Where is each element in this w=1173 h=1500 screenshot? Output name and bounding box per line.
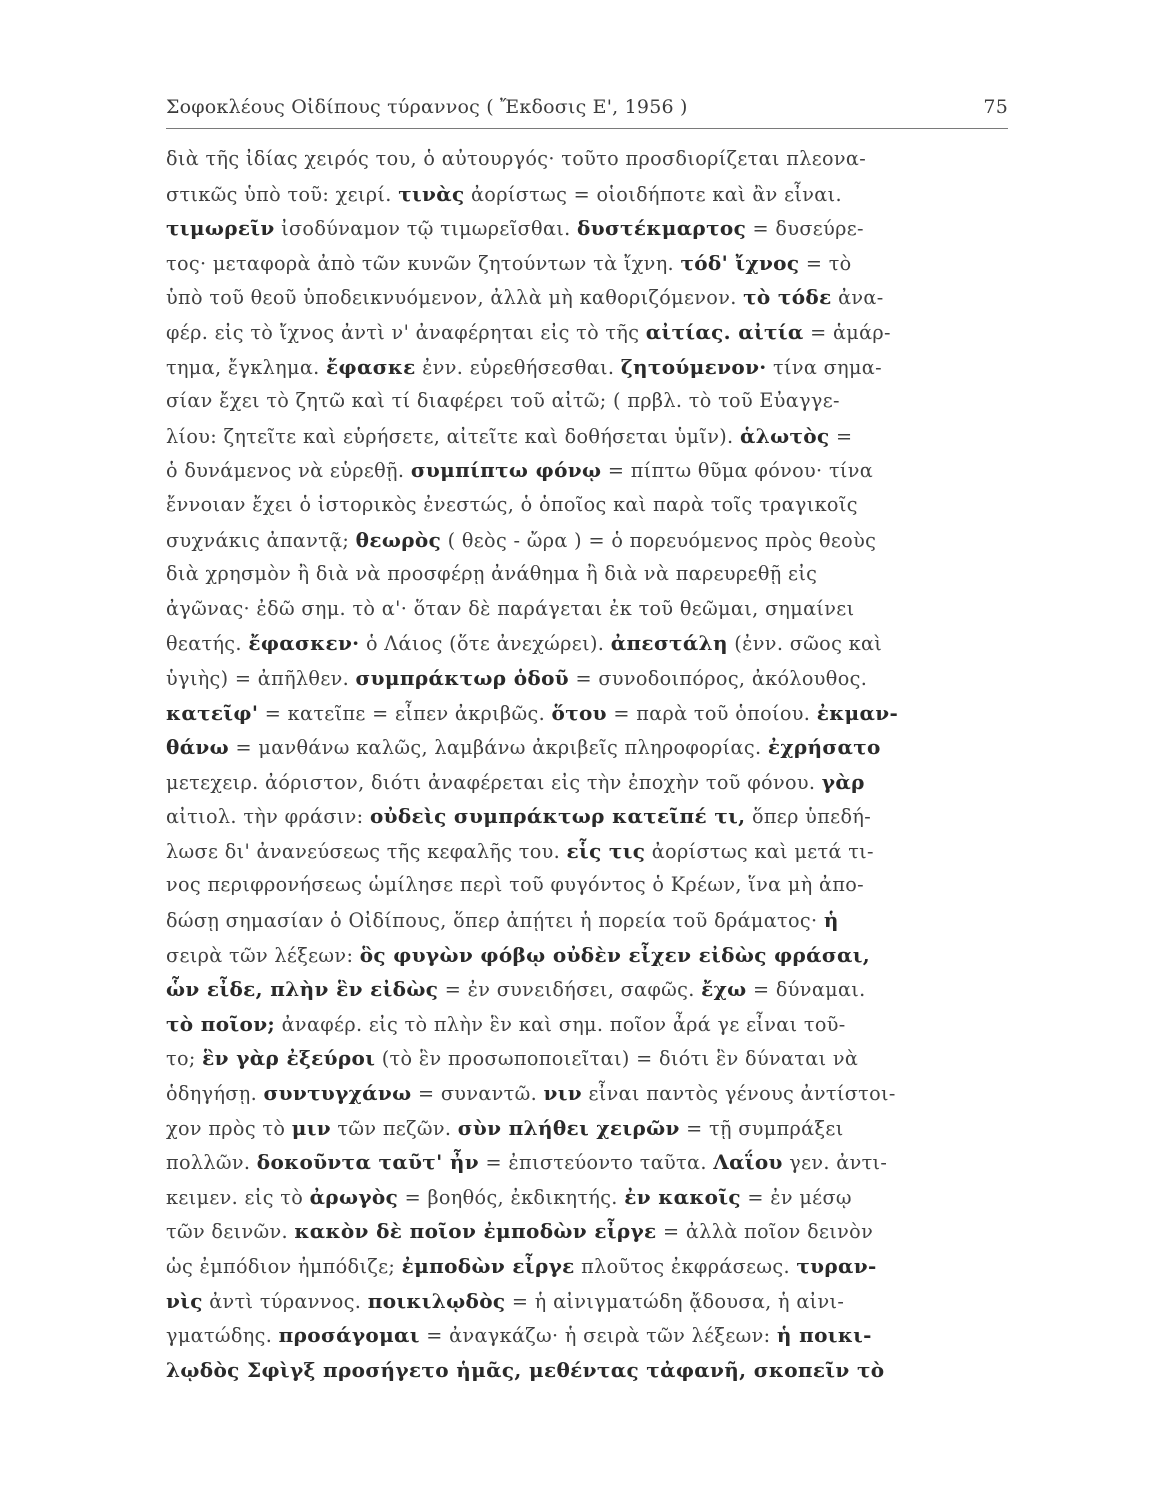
- lemma-term: ποικιλῳδὸς: [367, 1288, 506, 1313]
- gloss-text: πλοῦτος ἐκφράσεως.: [574, 1255, 797, 1278]
- text-line: [166, 661, 1008, 696]
- text-line: [166, 523, 1008, 558]
- gloss-text: = μανθάνω καλῶς, λαμβάνω ἀκριβεῖς πληροφορίας.: [229, 736, 768, 760]
- text-line: [166, 557, 1008, 592]
- gloss-text: τῶν δεινῶν.: [166, 1220, 295, 1244]
- gloss-text: = ἐν μέσῳ: [740, 1185, 852, 1209]
- gloss-text: = ἀναγκάζω· ἡ σειρὰ τῶν λέξεων:: [419, 1324, 777, 1348]
- gloss-text: = ἀλλὰ ποῖον δεινὸν: [656, 1220, 874, 1244]
- gloss-text: (τὸ ἓν προσωποποιεῖται) = διότι ἓν δύναται νὰ: [375, 1047, 859, 1071]
- text-line: [166, 903, 1008, 938]
- gloss-text: σίαν ἔχει τὸ ζητῶ καὶ τί διαφέρει τοῦ αἰτῶ; ( πρβλ. τὸ τοῦ Εὐαγγε-: [166, 389, 840, 413]
- gloss-text: ( θεὸς - ὤρα ) = ὁ πορευόμενος πρὸς θεοὺς: [441, 528, 877, 552]
- text-line: [166, 592, 1008, 627]
- lemma-term: κατεῖφ': [166, 700, 259, 725]
- text-line: [166, 315, 1008, 350]
- gloss-text: τίνα σημα-: [766, 355, 882, 379]
- text-line: [166, 1214, 1008, 1249]
- text-line: [166, 1007, 1008, 1042]
- gloss-text: ὅπερ ὑπεδή-: [745, 805, 872, 829]
- lemma-term: δυστέκμαρτος: [577, 216, 747, 241]
- lemma-term: ἐκμαν-: [816, 700, 899, 725]
- gloss-text: = κατεῖπε = εἶπεν ἀκριβῶς.: [258, 701, 552, 725]
- gloss-text: = ἡ αἰνιγματώδη ᾄδουσα, ἡ αἰνι-: [505, 1289, 845, 1313]
- gloss-text: = ἁμάρ-: [803, 320, 891, 344]
- lemma-term: τυραν-: [796, 1254, 877, 1278]
- gloss-text: τημα, ἔγκλημα.: [166, 355, 327, 379]
- text-line: [166, 1180, 1008, 1215]
- text-line: [166, 938, 1008, 973]
- text-line: [166, 246, 1008, 281]
- text-line: [166, 211, 1008, 246]
- gloss-text: τος· μεταφορὰ ἀπὸ τῶν κυνῶν ζητούντων τὰ ἴχνη.: [166, 251, 681, 275]
- commentary-body: [166, 142, 1008, 1387]
- gloss-text: ἀγῶνας· ἐδῶ σημ. τὸ α'· ὅταν δὲ παράγεται ἐκ τοῦ θεῶμαι, σημαίνει: [166, 596, 855, 620]
- lemma-term: γὰρ: [821, 769, 865, 794]
- gloss-text: στικῶς ὑπὸ τοῦ: χειρί.: [166, 182, 399, 206]
- text-line: [166, 453, 1008, 488]
- lemma-term: νιν: [543, 1081, 582, 1106]
- gloss-text: εἶναι παντὸς γένους ἀντίστοι-: [582, 1082, 896, 1106]
- lemma-term: συμπράκτωρ ὁδοῦ: [355, 665, 570, 690]
- lemma-term: ἡ: [823, 908, 839, 933]
- text-line: [166, 177, 1008, 212]
- lemma-term: ὧν εἶδε, πλὴν ἓν εἰδὼς: [166, 977, 439, 1002]
- gloss-text: θεατής.: [166, 632, 249, 656]
- lemma-term: συμπίπτω φόνῳ: [410, 458, 602, 483]
- gloss-text: κειμεν. εἰς τὸ: [166, 1185, 310, 1209]
- text-line: [166, 1249, 1008, 1284]
- text-line: [166, 280, 1008, 315]
- text-line: [166, 868, 1008, 903]
- lemma-term: σὺν πλήθει χειρῶν: [457, 1115, 680, 1140]
- text-line: [166, 142, 1008, 177]
- lemma-term: ἐχρήσατο: [767, 735, 881, 760]
- header-title: Σοφοκλέους Οἰδίπους τύραννος ( Ἔκδοσις Ε', 1956 ): [166, 96, 688, 118]
- gloss-text: μετεχειρ. ἀόριστον, διότι ἀναφέρεται εἰς τὴν ἐποχὴν τοῦ φόνου.: [166, 770, 822, 794]
- gloss-text: ὁ δυνάμενος νὰ εὑρεθῇ.: [166, 459, 411, 483]
- text-line: [166, 765, 1008, 800]
- text-line: [166, 384, 1008, 419]
- gloss-text: συχνάκις ἀπαντᾷ;: [166, 528, 356, 552]
- page-number: 75: [983, 96, 1008, 118]
- text-line: [166, 696, 1008, 731]
- text-line: [166, 419, 1008, 454]
- text-line: [166, 488, 1008, 523]
- gloss-text: ἰσοδύναμον τῷ τιμωρεῖσθαι.: [274, 217, 578, 241]
- gloss-text: ἀορίστως καὶ μετά τι-: [645, 839, 874, 863]
- gloss-text: = δυσεύρε-: [746, 217, 864, 241]
- text-line: [166, 1041, 1008, 1076]
- gloss-text: λωσε δι' ἀνανεύσεως τῆς κεφαλῆς του.: [166, 839, 567, 863]
- lemma-term: ὅτου: [551, 700, 607, 725]
- running-header: [166, 96, 1008, 118]
- lemma-term: θεωρὸς: [355, 527, 442, 552]
- gloss-text: = ἐπιστεύοντο ταῦτα.: [479, 1151, 714, 1175]
- lemma-term: συντυγχάνω: [263, 1081, 412, 1106]
- gloss-text: χον πρὸς τὸ: [166, 1116, 292, 1140]
- lemma-term: λῳδὸς Σφὶγξ προσήγετο ἡμᾶς, μεθέντας τἀφανῆ, σκοπεῖν τὸ: [166, 1357, 885, 1382]
- gloss-text: φέρ. εἰς τὸ ἴχνος ἀντὶ ν' ἀναφέρηται εἰς τὸ τῆς: [166, 320, 646, 344]
- text-line: [166, 730, 1008, 765]
- gloss-text: ἀντὶ τύραννος.: [202, 1289, 368, 1313]
- gloss-text: αἰτιολ. τὴν φράσιν:: [166, 805, 370, 829]
- gloss-text: ὑπὸ τοῦ θεοῦ ὑποδεικνυόμενον, ἀλλὰ μὴ καθοριζόμενον.: [166, 286, 744, 310]
- lemma-term: οὐδεὶς συμπράκτωρ κατεῖπέ τι,: [369, 804, 746, 829]
- lemma-term: ἐμποδὼν εἶργε: [401, 1254, 575, 1278]
- text-line: [166, 1284, 1008, 1319]
- lemma-term: αἰτίας. αἰτία: [645, 319, 804, 344]
- lemma-term: ζητούμενον·: [620, 354, 767, 379]
- lemma-term: ὃς φυγὼν φόβῳ οὐδὲν εἶχεν εἰδὼς φράσαι,: [359, 942, 871, 967]
- lemma-term: νὶς: [166, 1288, 203, 1313]
- gloss-text: = ἐν συνειδήσει, σαφῶς.: [438, 978, 702, 1002]
- lemma-term: προσάγομαι: [278, 1323, 420, 1348]
- gloss-text: διὰ τῆς ἰδίας χειρός του, ὁ αὐτουργός· τοῦτο προσδιορίζεται πλεονα-: [166, 147, 867, 170]
- gloss-text: λίου: ζητεῖτε καὶ εὑρήσετε, αἰτεῖτε καὶ δοθήσεται ὑμῖν).: [166, 424, 740, 448]
- gloss-text: = παρὰ τοῦ ὁποίου.: [606, 701, 817, 725]
- gloss-text: = τὸ: [799, 251, 852, 275]
- lemma-term: ἀπεστάλη: [610, 631, 728, 656]
- lemma-term: μιν: [291, 1115, 331, 1140]
- gloss-text: ὑγιὴς) = ἀπῆλθεν.: [166, 666, 356, 690]
- text-line: [166, 1145, 1008, 1180]
- lemma-term: ἁλωτὸς: [739, 423, 830, 448]
- gloss-text: σειρὰ τῶν λέξεων:: [166, 943, 360, 967]
- text-line: [166, 834, 1008, 869]
- text-line: [166, 1111, 1008, 1146]
- lemma-term: ἀρωγὸς: [309, 1184, 399, 1209]
- gloss-text: γεν. ἀντι-: [782, 1151, 888, 1175]
- lemma-term: τὸ τόδε: [743, 285, 832, 310]
- gloss-text: ἀνα-: [831, 286, 884, 310]
- text-line: [166, 1353, 1008, 1388]
- lemma-term: ἔχω: [701, 977, 747, 1002]
- gloss-text: = συνοδοιπόρος, ἀκόλουθος.: [569, 666, 868, 690]
- lemma-term: δοκοῦντα ταῦτ' ἦν: [256, 1150, 480, 1175]
- gloss-text: = τῇ συμπράξει: [679, 1116, 844, 1140]
- lemma-term: ἔφασκεν·: [248, 631, 360, 656]
- gloss-text: = πίπτω θῦμα φόνου· τίνα: [601, 459, 874, 483]
- gloss-text: δώσῃ σημασίαν ὁ Οἰδίπους, ὅπερ ἀπῄτει ἡ πορεία τοῦ δράματος·: [166, 909, 824, 933]
- lemma-term: κακὸν δὲ ποῖον ἐμποδὼν εἶργε: [294, 1219, 657, 1244]
- lemma-term: τινὰς: [398, 181, 465, 206]
- text-line: [166, 972, 1008, 1007]
- text-line: [166, 350, 1008, 385]
- gloss-text: ἐνν. εὑρεθήσεσθαι.: [415, 355, 621, 379]
- lemma-term: ἡ ποικι-: [776, 1323, 872, 1348]
- text-line: [166, 1318, 1008, 1353]
- gloss-text: πολλῶν.: [166, 1151, 257, 1175]
- lemma-term: ἓν γὰρ ἐξεύροι: [202, 1046, 376, 1071]
- lemma-term: ἔφασκε: [326, 354, 416, 379]
- gloss-text: = συναντῶ.: [411, 1082, 544, 1106]
- lemma-term: θάνω: [166, 735, 230, 760]
- gloss-text: = δύναμαι.: [746, 978, 866, 1002]
- lemma-term: εἷς τις: [566, 838, 646, 863]
- gloss-text: το;: [166, 1047, 203, 1071]
- text-line: [166, 1076, 1008, 1111]
- gloss-text: (ἐνν. σῶος καὶ: [727, 632, 883, 656]
- gloss-text: ἔννοιαν ἔχει ὁ ἱστορικὸς ἐνεστώς, ὁ ὁποῖος καὶ παρὰ τοῖς τραγικοῖς: [166, 492, 858, 516]
- gloss-text: ἀορίστως = οἱοιδήποτε καὶ ἂν εἶναι.: [464, 182, 842, 206]
- gloss-text: ἀναφέρ. εἰς τὸ πλὴν ἓν καὶ σημ. ποῖον ἆρά γε εἶναι τοῦ-: [275, 1012, 846, 1036]
- gloss-text: νος περιφρονήσεως ὡμίλησε περὶ τοῦ φυγόντος ὁ Κρέων, ἵνα μὴ ἀπο-: [166, 873, 865, 897]
- gloss-text: τῶν πεζῶν.: [330, 1116, 458, 1140]
- gloss-text: γματώδης.: [166, 1324, 279, 1348]
- lemma-term: Λαΐου: [713, 1150, 783, 1175]
- lemma-term: τόδ' ἴχνος: [680, 250, 800, 275]
- text-line: [166, 626, 1008, 661]
- gloss-text: ὡς ἐμπόδιον ἠμπόδιζε;: [166, 1255, 402, 1278]
- lemma-term: τιμωρεῖν: [166, 216, 275, 241]
- text-line: [166, 799, 1008, 834]
- gloss-text: διὰ χρησμὸν ἢ διὰ νὰ προσφέρῃ ἀνάθημα ἢ διὰ νὰ παρευρεθῇ εἰς: [166, 562, 818, 586]
- gloss-text: =: [829, 424, 853, 448]
- lemma-term: ἐν κακοῖς: [624, 1184, 741, 1209]
- header-rule: [166, 128, 1008, 129]
- gloss-text: ὁ Λάιος (ὅτε ἀνεχώρει).: [359, 632, 611, 656]
- gloss-text: = βοηθός, ἐκδικητής.: [398, 1185, 625, 1209]
- gloss-text: ὁδηγήσῃ.: [166, 1082, 264, 1106]
- lemma-term: τὸ ποῖον;: [166, 1011, 276, 1036]
